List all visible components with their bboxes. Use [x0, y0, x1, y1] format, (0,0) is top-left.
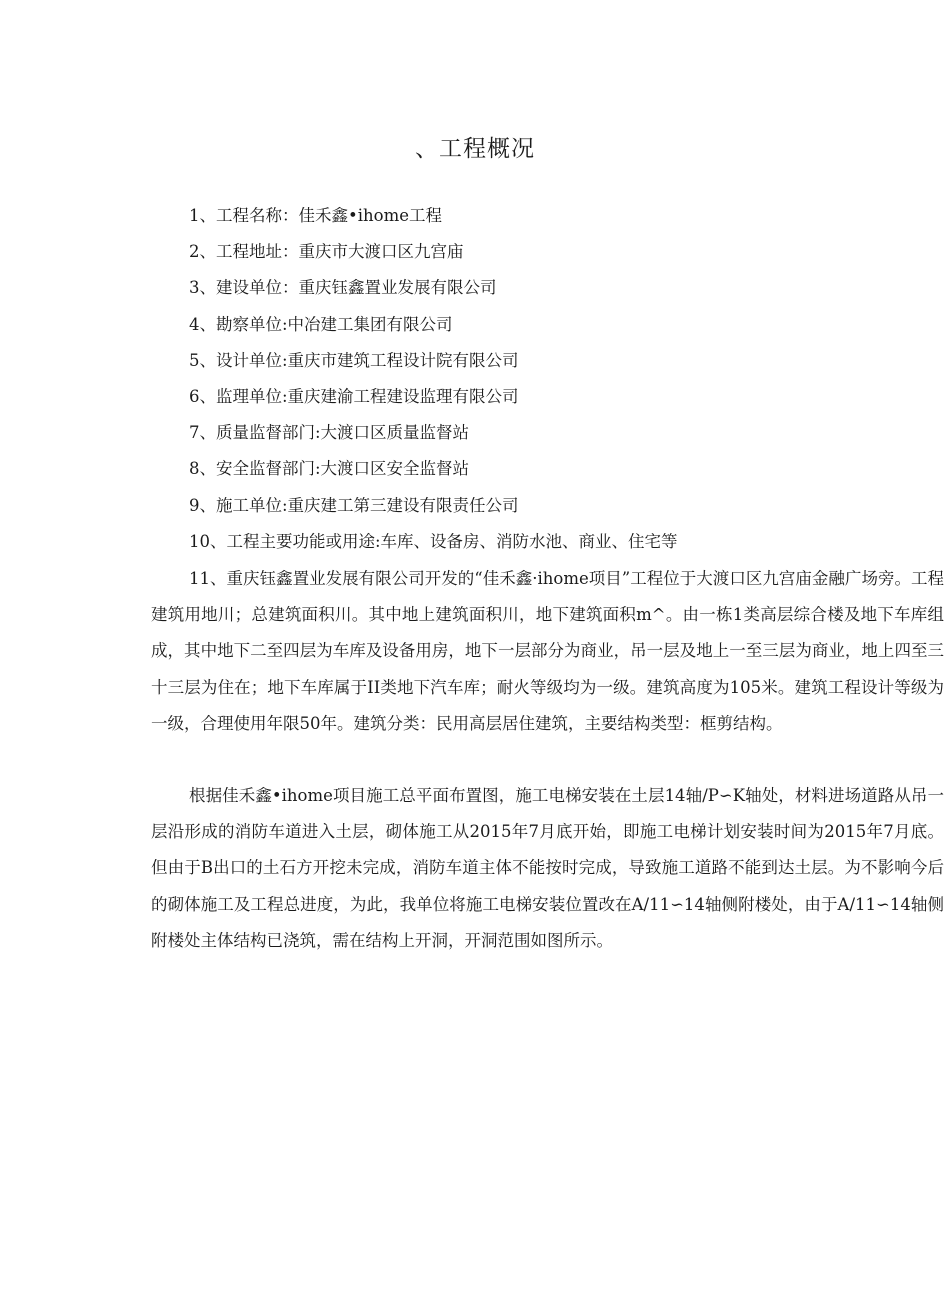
list-item-project-address: 2、工程地址：重庆市大渡口区九宫庙: [189, 242, 464, 262]
paragraph-elevator-relocation: 根据佳禾鑫•ihome项目施工总平面布置图，施工电梯安装在土层14轴/P∽K轴处，材料进场道路从吊一层沿形成的消防车道进入土层，砌体施工从2015年7月底开始，即施工电梯计划安装时间为2015年7月底。但由于B出口的土石方开挖未完成，消防车道主体不能按时完成，导致施工道路不能到达土层。为不影响今后的砌体施工及工程总进度，为此，我单位将施工电梯安装位置改在A/11∽14轴侧附楼处，由于A/11∽14轴侧附楼处主体结构已浇筑，需在结构上开洞，开洞范围如图所示。: [151, 786, 944, 950]
section-title: 、工程概况: [415, 136, 535, 162]
list-item-developer: 3、建设单位：重庆钰鑫置业发展有限公司: [189, 278, 497, 298]
list-item-main-function: 10、工程主要功能或用途:车库、设备房、消防水池、商业、住宅等: [189, 531, 678, 551]
list-item-project-name: 1、工程名称：佳禾鑫•ihome工程: [189, 206, 442, 225]
list-item-construction-unit: 9、施工单位:重庆建工第三建设有限责任公司: [189, 495, 519, 515]
list-item-survey-unit: 4、勘察单位:中冶建工集团有限公司: [189, 314, 453, 334]
list-item-quality-supervision: 7、质量监督部门:大渡口区质量监督站: [189, 423, 470, 443]
list-item-safety-supervision: 8、安全监督部门:大渡口区安全监督站: [189, 459, 470, 479]
paragraph-project-overview: 11、重庆钰鑫置业发展有限公司开发的“佳禾鑫·ihome项目”工程位于大渡口区九宫庙金融广场旁。工程建筑用地川；总建筑面积川。其中地上建筑面积川，地下建筑面积m^。由一栋1类高层综合楼及地下车库组成，其中地下二至四层为车库及设备用房，地下一层部分为商业，吊一层及地上一至三层为商业，地上四至三十三层为住在；地下车库属于II类地下汽车库；耐火等级均为一级。建筑高度为105米。建筑工程设计等级为一级，合理使用年限50年。建筑分类：民用高层居住建筑，主要结构类型：框剪结构。: [151, 569, 944, 733]
list-item-supervision-unit: 6、监理单位:重庆建渝工程建设监理有限公司: [189, 386, 519, 406]
list-item-design-unit: 5、设计单位:重庆市建筑工程设计院有限公司: [189, 350, 519, 370]
project-info-list: [189, 198, 929, 560]
